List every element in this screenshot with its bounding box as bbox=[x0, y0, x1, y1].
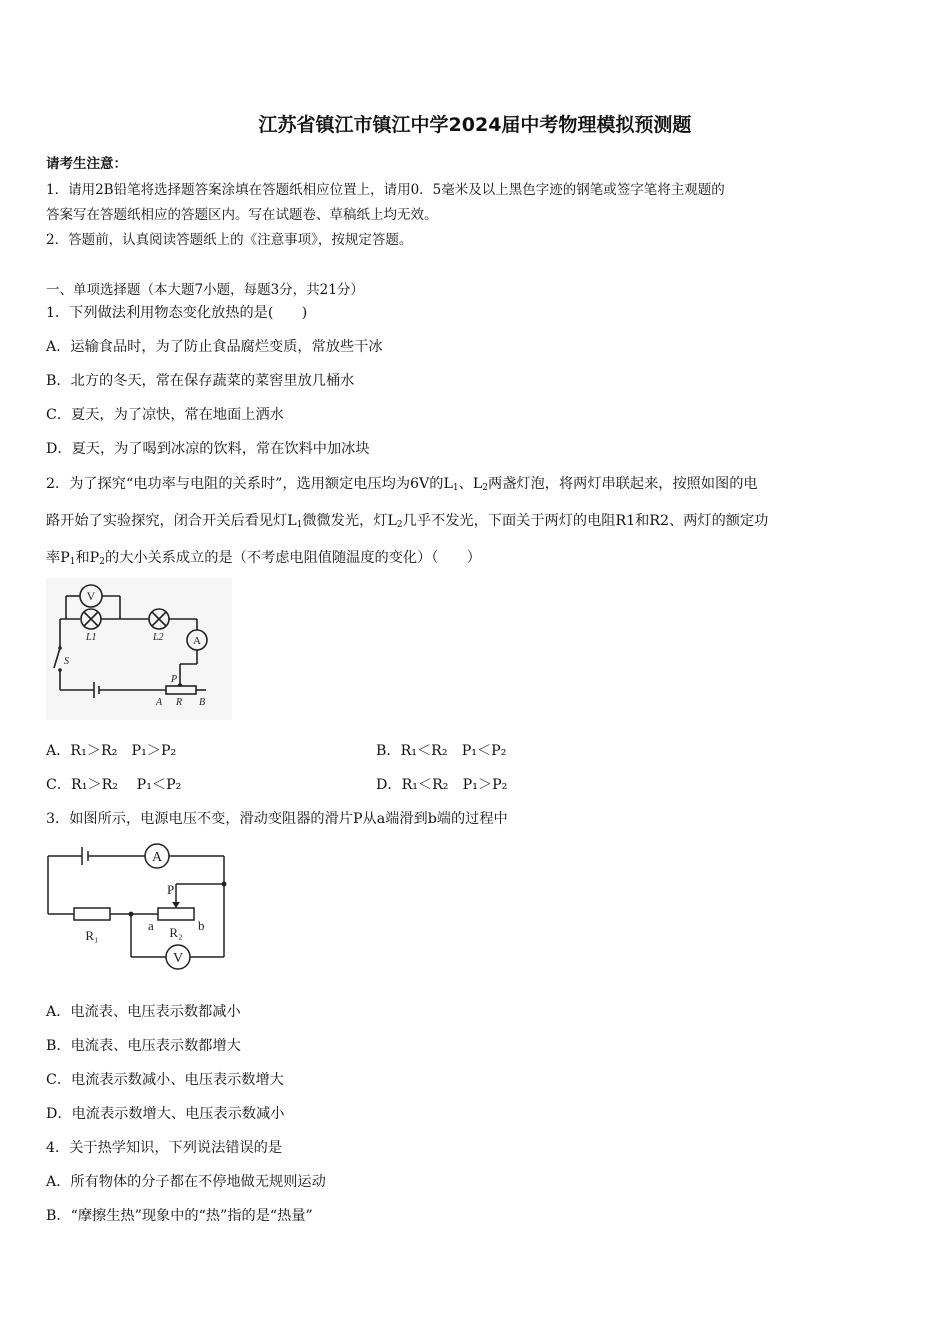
q2-stem-line2: 路开始了实验探究，闭合开关后看见灯$L_1$微微发光，灯$L_2$几乎不发光，下面关于两灯的电阻R1和R2、两灯的额定功 bbox=[46, 513, 769, 530]
notice-heading: 请考生注意： bbox=[46, 156, 127, 172]
q3-fig-a-label: a bbox=[148, 918, 154, 933]
q4-option-b: B．“摩擦生热”现象中的“热”指的是“热量” bbox=[46, 1208, 313, 1224]
q2-fig-p-label: P bbox=[171, 674, 178, 685]
q2-fig-l2-label: L2 bbox=[153, 632, 164, 643]
q2-stem-line1: 2．为了探究“电功率与电阻的关系时”，选用额定电压均为6V的$L_1$、$L_2$两盏灯泡，将两灯串联起来，按照如图的电 bbox=[46, 476, 758, 493]
q2-fig-switch-label: S bbox=[64, 656, 69, 667]
q2-fig-a-label: A bbox=[156, 697, 163, 708]
q1-option-c: C．夏天，为了凉快，常在地面上洒水 bbox=[46, 407, 284, 423]
q2-option-c: C．R₁＞R₂ P₁＜P₂ bbox=[46, 777, 182, 793]
q2-fig-r-label: R bbox=[176, 697, 183, 708]
q2-stem-line3: 率$P_1$和$P_2$的大小关系成立的是（不考虑电阻值随温度的变化）（ ） bbox=[46, 550, 481, 567]
q3-fig-voltmeter-label: V bbox=[172, 951, 184, 966]
notice-line-2: 2．答题前，认真阅读答题纸上的《注意事项》，按规定答题。 bbox=[46, 232, 413, 248]
q3-circuit-diagram bbox=[46, 842, 236, 972]
q3-fig-ammeter-label: A bbox=[151, 850, 163, 865]
notice-line-1a: 1．请用2B铅笔将选择题答案涂填在答题纸相应位置上，请用0．5毫米及以上黑色字迹的钢笔或签字笔将主观题的 bbox=[46, 182, 725, 198]
notice-line-1b: 答案写在答题纸相应的答题区内。写在试题卷、草稿纸上均无效。 bbox=[46, 207, 438, 223]
q2-fig-ammeter-label: A bbox=[193, 635, 201, 647]
q1-option-d: D．夏天，为了喝到冰凉的饮料，常在饮料中加冰块 bbox=[46, 441, 370, 457]
q2-circuit-diagram bbox=[46, 578, 232, 720]
q2-option-d: D．R₁＜R₂ P₁＞P₂ bbox=[376, 777, 508, 793]
q3-option-b: B．电流表、电压表示数都增大 bbox=[46, 1038, 241, 1054]
q2-option-b: B．R₁＜R₂ P₁＜P₂ bbox=[376, 743, 507, 759]
q1-option-b: B．北方的冬天，常在保存蔬菜的菜窖里放几桶水 bbox=[46, 373, 355, 389]
section-heading: 一、单项选择题（本大题7小题，每题3分，共21分） bbox=[46, 282, 364, 298]
q3-fig-p-label: P bbox=[167, 882, 175, 897]
q3-option-a: A．电流表、电压表示数都减小 bbox=[46, 1004, 241, 1020]
q3-option-d: D．电流表示数增大、电压表示数减小 bbox=[46, 1106, 285, 1122]
q3-fig-r1-label: R₁ bbox=[85, 928, 99, 943]
q4-option-a: A．所有物体的分子都在不停地做无规则运动 bbox=[46, 1174, 326, 1190]
q3-fig-r2-label: R₂ bbox=[169, 925, 183, 940]
q1-stem: 1．下列做法利用物态变化放热的是( ) bbox=[46, 305, 308, 321]
q4-stem: 4．关于热学知识，下列说法错误的是 bbox=[46, 1140, 283, 1156]
q1-option-a: A．运输食品时，为了防止食品腐烂变质，常放些干冰 bbox=[46, 339, 383, 355]
q3-stem: 3．如图所示，电源电压不变，滑动变阻器的滑片P从a端滑到b端的过程中 bbox=[46, 811, 508, 827]
q3-fig-b-label: b bbox=[198, 918, 205, 933]
q2-fig-l1-label: L1 bbox=[86, 632, 97, 643]
q2-fig-voltmeter-label: V bbox=[86, 589, 96, 603]
q2-fig-b-label: B bbox=[199, 697, 206, 708]
q3-option-c: C．电流表示数减小、电压表示数增大 bbox=[46, 1072, 284, 1088]
page-title: 江苏省镇江市镇江中学2024届中考物理模拟预测题 bbox=[258, 114, 692, 136]
q2-option-a: A．R₁＞R₂ P₁＞P₂ bbox=[46, 743, 177, 759]
